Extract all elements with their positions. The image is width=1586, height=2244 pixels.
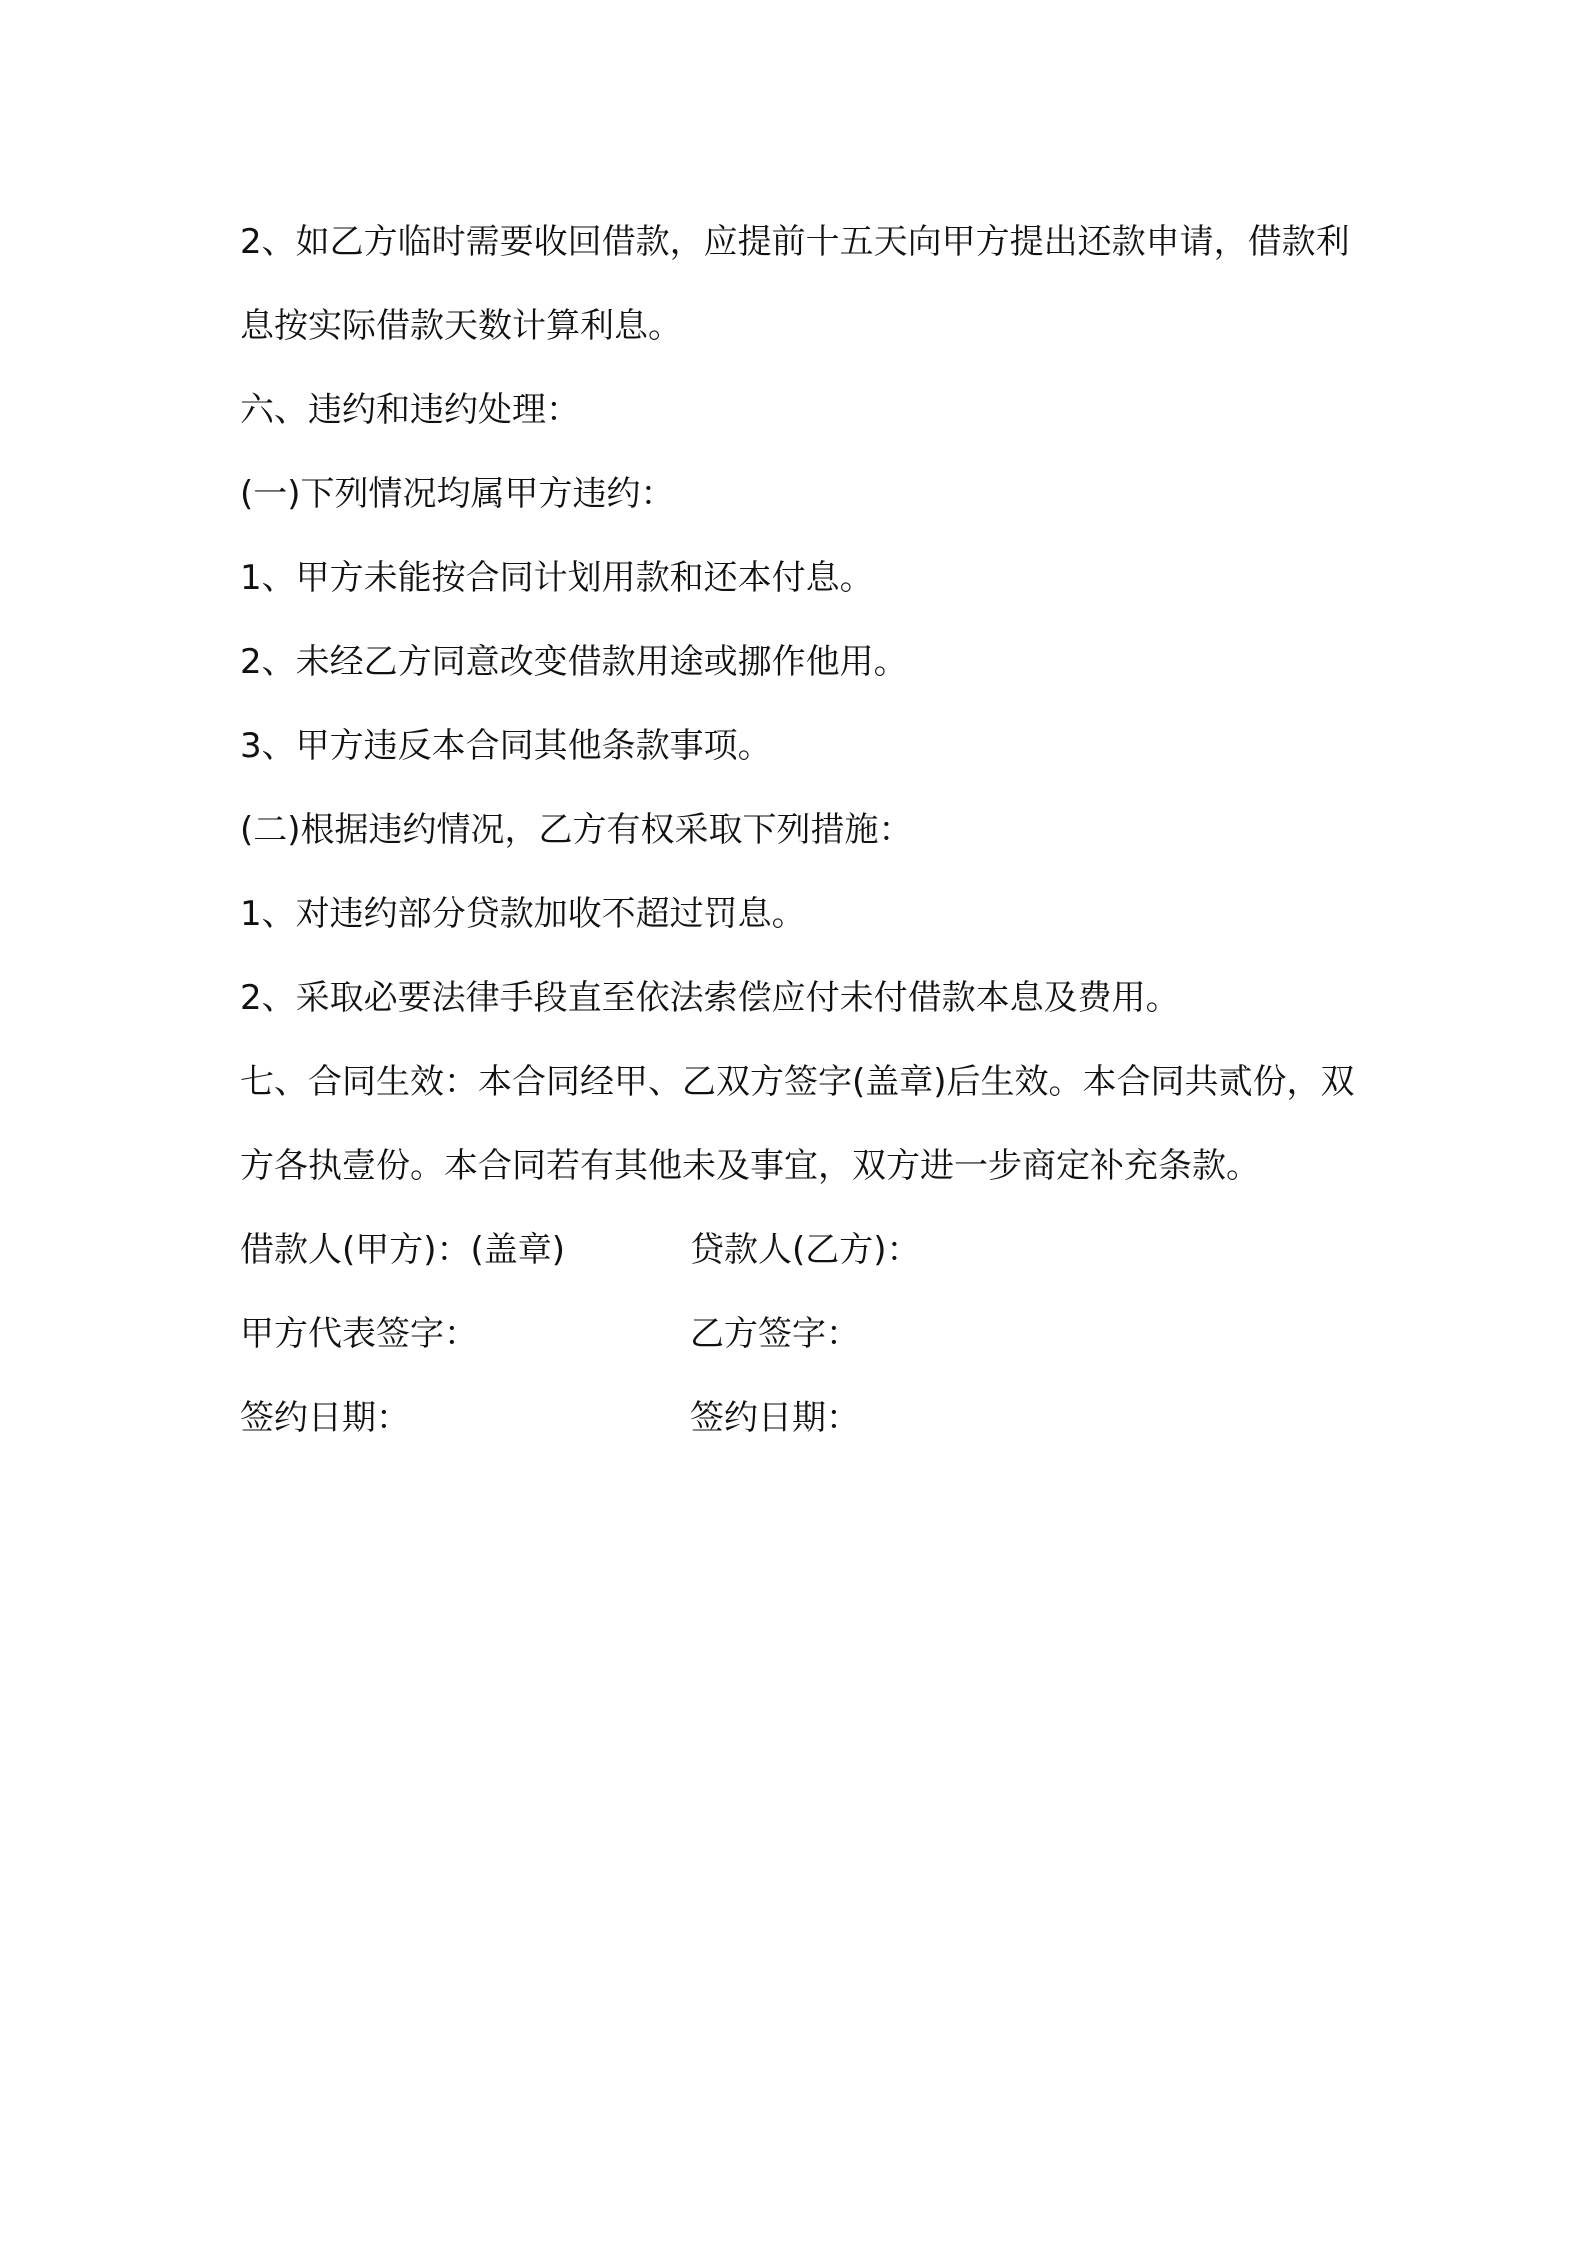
signature-row-signers <box>240 1292 1360 1376</box>
signature-row-parties <box>240 1208 1360 1292</box>
party-a-sign-date-label: 签约日期： <box>240 1398 410 1438</box>
party-b-sign-date-label: 签约日期： <box>690 1398 860 1438</box>
measure-item-1: 1、对违约部分贷款加收不超过罚息。 <box>240 894 806 934</box>
document-body <box>240 200 1360 1460</box>
breach-item-1: 1、甲方未能按合同计划用款和还本付息。 <box>240 558 874 598</box>
party-b-signature-label: 乙方签字： <box>690 1314 860 1354</box>
clause-repayment-request: 2、如乙方临时需要收回借款，应提前十五天向甲方提出还款申请，借款利息按实际借款天数计算利息。 <box>240 222 1350 346</box>
clause-contract-effective: 七、合同生效：本合同经甲、乙双方签字(盖章)后生效。本合同共贰份，双方各执壹份。本合同若有其他未及事宜，双方进一步商定补充条款。 <box>240 1062 1355 1186</box>
lender-label: 贷款人(乙方)： <box>690 1230 921 1270</box>
subsection-heading-party-b-measures: (二)根据违约情况，乙方有权采取下列措施： <box>240 810 913 850</box>
breach-item-2: 2、未经乙方同意改变借款用途或挪作他用。 <box>240 642 908 682</box>
party-a-representative-signature-label: 甲方代表签字： <box>240 1314 478 1354</box>
signature-row-dates <box>240 1376 1360 1460</box>
breach-item-3: 3、甲方违反本合同其他条款事项。 <box>240 726 772 766</box>
subsection-heading-party-a-breach: (一)下列情况均属甲方违约： <box>240 474 675 514</box>
section-heading-breach: 六、违约和违约处理： <box>240 390 580 430</box>
borrower-label: 借款人(甲方)：(盖章) <box>240 1230 566 1270</box>
measure-item-2: 2、采取必要法律手段直至依法索偿应付未付借款本息及费用。 <box>240 978 1180 1018</box>
